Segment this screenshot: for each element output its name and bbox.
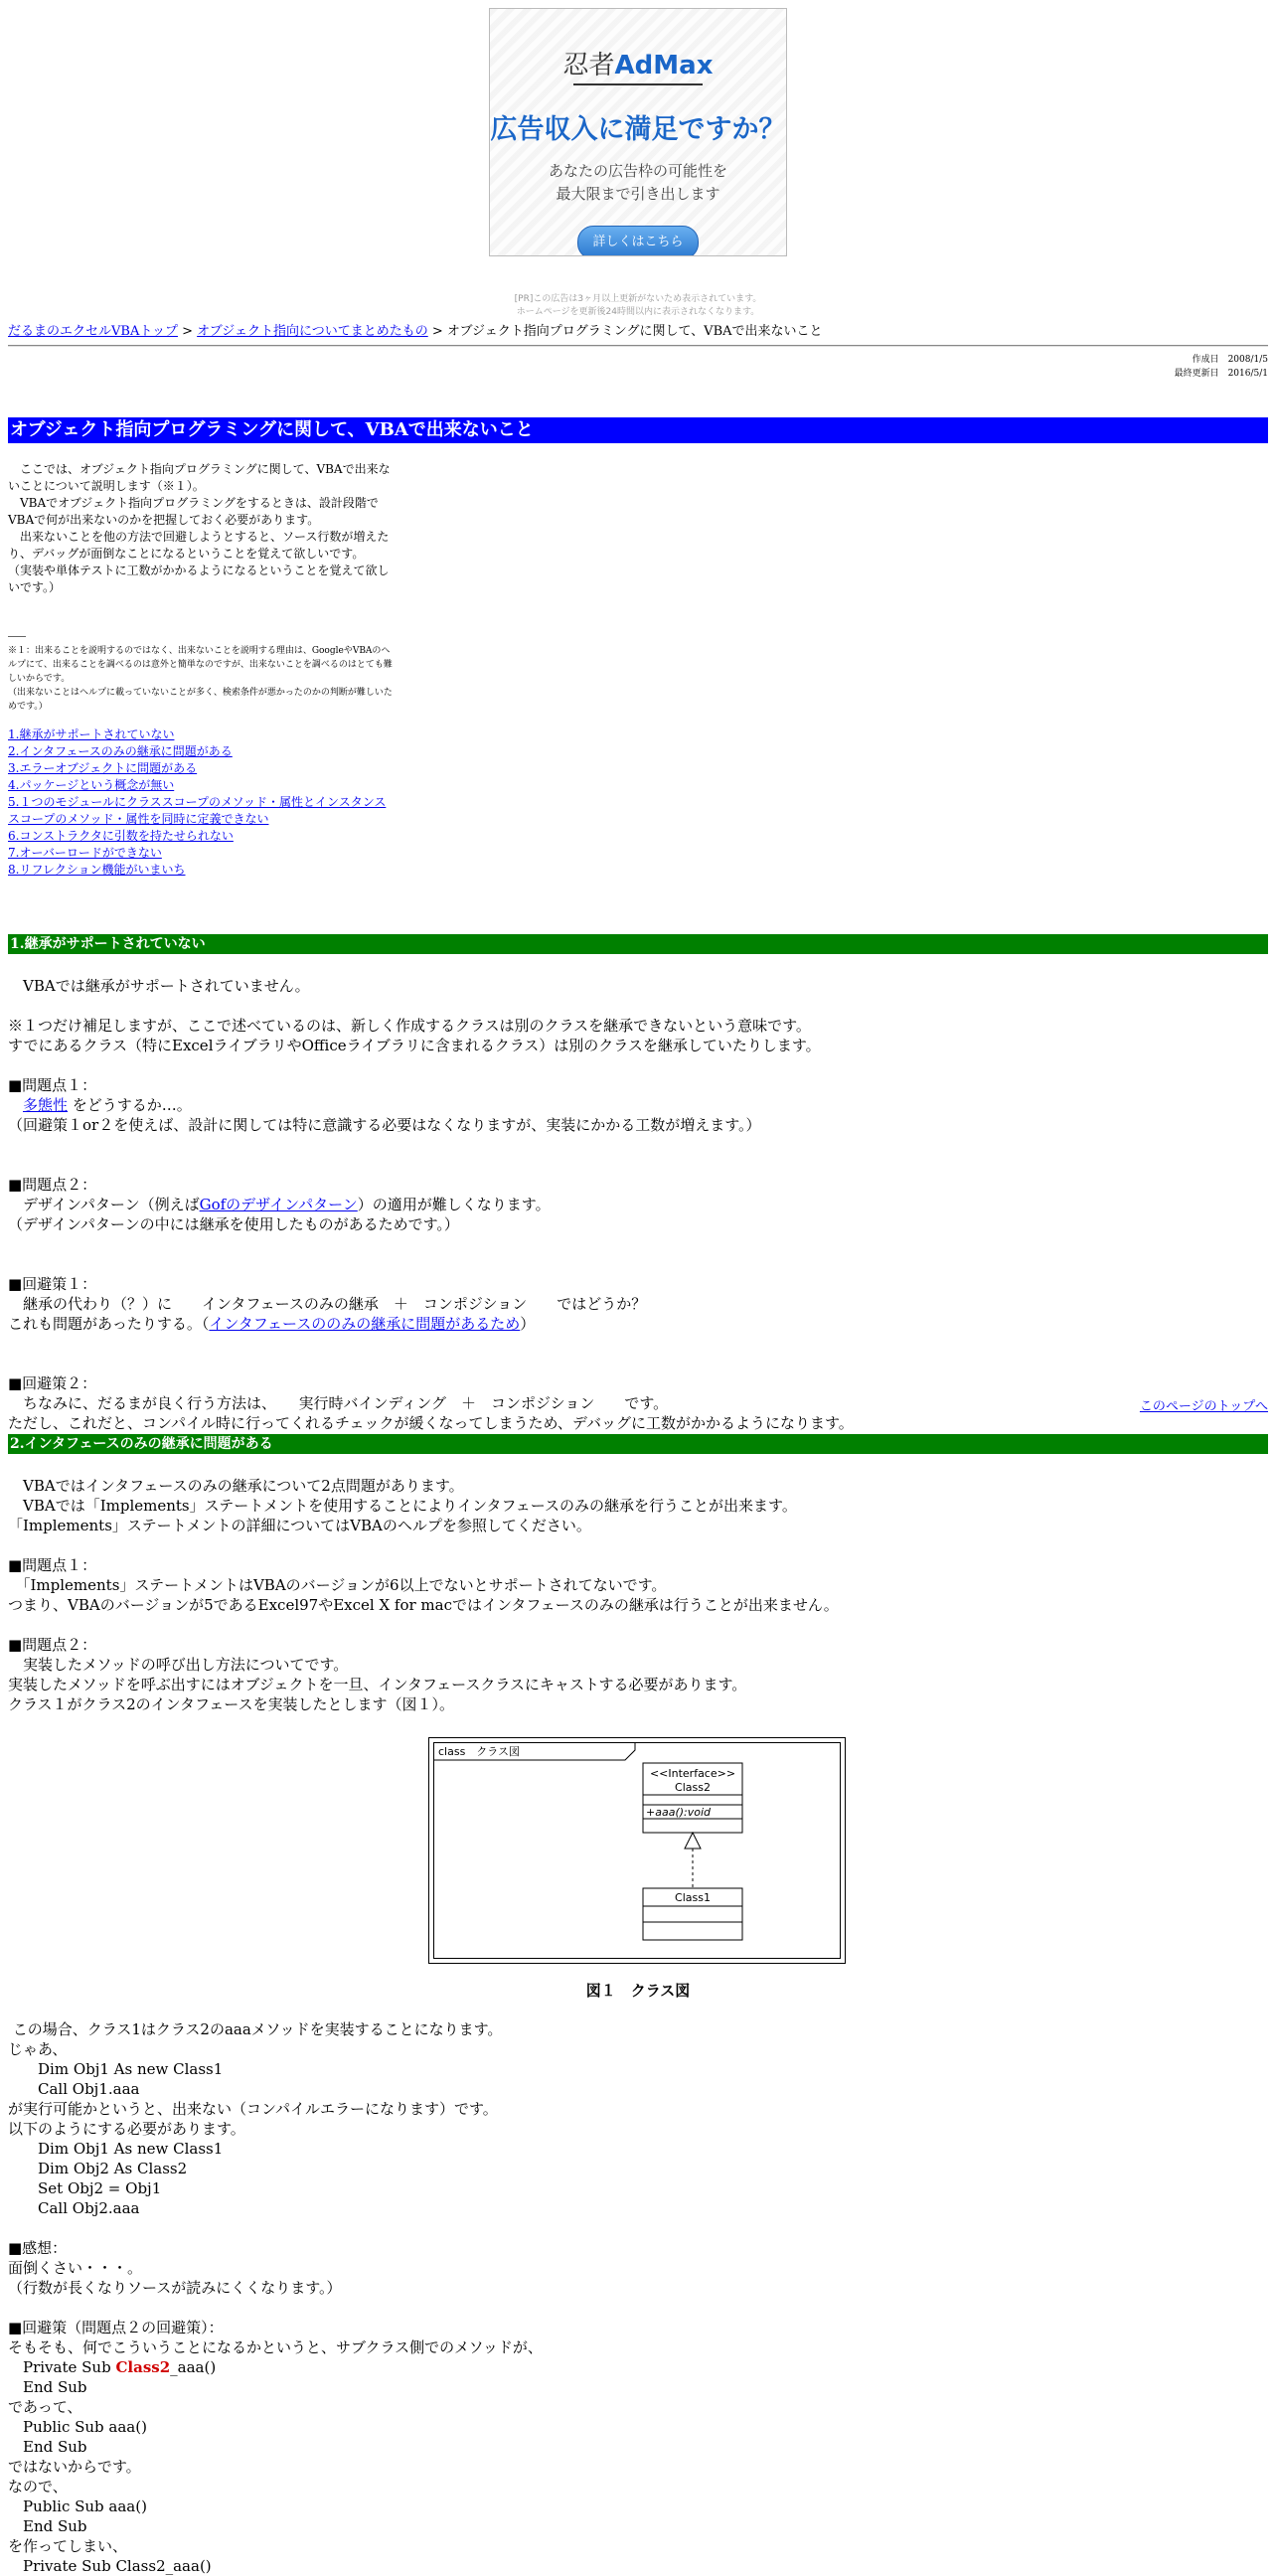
created-date: 作成日 2008/1/5 <box>1192 355 1268 365</box>
ad-note-1: [PR]この広告は3ヶ月以上更新がないため表示されています。 <box>514 294 762 304</box>
section-2-continued: この場合、クラス1はクラス2のaaaメソッドを実装することになります。 じゃあ、 Dim Obj1 As new Class1 Call Obj1.aaa が実行可能かというと、出来ない（コンパイルエラーになります）です。 以下のようにする必要があります。 Dim Obj1 As new Class1 Dim Obj2 As Class2 Set Obj2 = Obj1 Call Obj2.aaa ■感想： 面倒くさい・・・。 （行数が長くなりソースが読みにくくなります。） ■回避策（問題点２の回避策）： そもそも、何でこういうことになるかというと、サブクラス側でのメソッドが、 Private Sub Class2_aaa() End Sub であって、 Public Sub aaa() End Sub ではないからです。 なので、 Public Sub aaa() End Sub を作ってしまい、 Private Sub Class2_aaa() <box>8 2020 543 2575</box>
class1-name: Class1 <box>675 1891 711 1904</box>
section-1-body: VBAでは継承がサポートされていません。 ※１つだけ補足しますが、ここで述べているのは、新しく作成するクラスは別のクラスを継承できないという意味です。 すでにあるクラス（特にExcelライブラリやOfficeライブラリに含まれるクラス）は別のクラスを継承していたりします。 ■問題点１： 多態性 をどうするか…。 （回避策１or２を使えば、設計に関しては特に意識する必要はなくなりますが、実装にかかる工数が増えます。） ■問題点２： デザインパターン（例えばGofのデザインパターン）の適用が難しくなります。 （デザインパターンの中には継承を使用したものがあるためです。） ■回避策１： 継承の代わり（？）に インタフェースのみの継承 ＋ コンポジション ではどうか？ これも問題があったりする。（インタフェースののみの継承に問題があるため） ■回避策２： ちなみに、だるまが良く行う方法は、 実行時バインディング ＋ コンポジション です。 ただし、これだと、コンパイル時に行ってくれるチェックが緩くなってしまうため、デバッグに工数がかかるようになります。 <box>8 977 854 1432</box>
breadcrumb-parent-link[interactable]: オブジェクト指向についてまとめたもの <box>197 324 428 339</box>
ad-banner[interactable] <box>489 8 787 256</box>
section-2-body: VBAではインタフェースのみの継承について2点問題があります。 VBAでは「Implements」ステートメントを使用することによりインタフェースのみの継承を行うことが出来ます。 「Implements」ステートメントの詳細についてはVBAのヘルプを参照してください。 ■問題点１： 「Implements」ステートメントはVBAのバージョンが6以上でないとサポートされてないです。 つまり、VBAのバージョンが5であるExcel97やExcel X for macではインタフェースのみの継承は行うことが出来ません。 ■問題点２： 実装したメソッドの呼び出し方法についてです。 実装したメソッドを呼ぶ出すにはオブジェクトを一旦、インタフェースクラスにキャストする必要があります。 クラス１がクラス2のインタフェースを実装したとします（図１）。 <box>8 1477 839 1713</box>
ad-headline: 広告収入に満足ですか？ <box>490 114 786 145</box>
breadcrumb-current: オブジェクト指向プログラミングに関して、VBAで出来ないこと <box>446 324 823 339</box>
class2-stereotype: <<Interface>> <box>649 1767 736 1780</box>
page-title: オブジェクト指向プログラミングに関して、VBAで出来ないこと <box>8 417 1268 443</box>
ad-subtext: あなたの広告枠の可能性を 最大限まで引き出します <box>548 162 727 203</box>
toc-link[interactable]: 3.エラーオブジェクトに問題がある <box>8 761 198 775</box>
toc-link[interactable]: 4.パッケージという概念が無い <box>8 778 175 792</box>
class-diagram-frame <box>433 1742 841 1959</box>
toc-link[interactable]: 1.継承がサポートされていない <box>8 727 175 741</box>
class2-name: Class2 <box>675 1781 711 1794</box>
section-1-heading: 1.継承がサポートされていない <box>8 934 1268 954</box>
table-of-contents <box>8 726 398 879</box>
toc-link[interactable]: 6.コンストラクタに引数を持たせられない <box>8 829 234 843</box>
toc-link[interactable]: 8.リフレクション機能がいまいち <box>8 863 186 877</box>
breadcrumb-home-link[interactable]: だるまのエクセルVBAトップ <box>8 324 178 339</box>
highlight-class2: Class2 <box>115 2358 171 2376</box>
frame-label-text: class クラス図 <box>438 1745 520 1758</box>
toc-link[interactable]: 2.インタフェースのみの継承に問題がある <box>8 744 233 758</box>
gof-patterns-link[interactable]: Gofのデザインパターン <box>199 1196 358 1213</box>
section-2-heading: 2.インタフェースのみの継承に問題がある <box>8 1434 1268 1454</box>
intro-text: ここでは、オブジェクト指向プログラミングに関して、VBAで出来ないことについて説明します（※１）。 VBAでオブジェクト指向プログラミングをするときは、設計段階でVBAで何が出来ないのかを把握しておく必要があります。 出来ないことを他の方法で回避しようとすると、ソース行数が増えたり、デバッグが面倒なことになるということを覚えて欲しいです。 （実装や単体テストに工数がかかるようになるということを覚えて欲しいです。） <box>8 462 391 594</box>
ad-note-2: ホームページを更新後24時間以内に表示されなくなります。 <box>516 307 760 317</box>
footnote: ―― ※１：出来ることを説明するのではなく、出来ないことを説明する理由は、GoogleやVBAのヘルプにて、出来ることを調べるのは意外と簡単なのですが、出来ないことを調べるのはとても難しいからです。 （出来ないことはヘルプに載っていないことが多く、検索条件が悪かったのかの判断が難しいためです。） <box>8 632 393 712</box>
polymorphism-link[interactable]: 多態性 <box>23 1096 69 1114</box>
header-divider <box>8 345 1268 347</box>
ad-details-button[interactable]: 詳しくはこちら <box>577 226 699 256</box>
updated-date: 最終更新日 2016/5/1 <box>1174 369 1268 379</box>
breadcrumb: だるまのエクセルVBAトップ > オブジェクト指向についてまとめたもの > オブジェクト指向プログラミングに関して、VBAで出来ないこと <box>8 324 823 339</box>
page-dates <box>1175 353 1268 381</box>
toc-link[interactable]: 7.オーバーロードができない <box>8 846 162 860</box>
realization-arrowhead <box>685 1833 701 1849</box>
interface-inheritance-link[interactable]: インタフェースののみの継承に問題があるため <box>209 1315 521 1333</box>
ad-logo: 忍者AdMax <box>562 51 714 80</box>
toc-link[interactable]: 5.１つのモジュールにクラススコープのメソッド・属性とインスタンススコープのメソッド・属性を同時に定義できない <box>8 795 387 826</box>
class2-method: +aaa():void <box>646 1806 712 1819</box>
class-diagram <box>428 1737 846 1964</box>
figure-caption: 図１ クラス図 <box>585 1982 691 2000</box>
ad-logo-underline <box>573 83 703 85</box>
class-diagram-svg <box>434 1743 842 1960</box>
back-to-top-link[interactable]: このページのトップへ <box>1139 1399 1268 1414</box>
